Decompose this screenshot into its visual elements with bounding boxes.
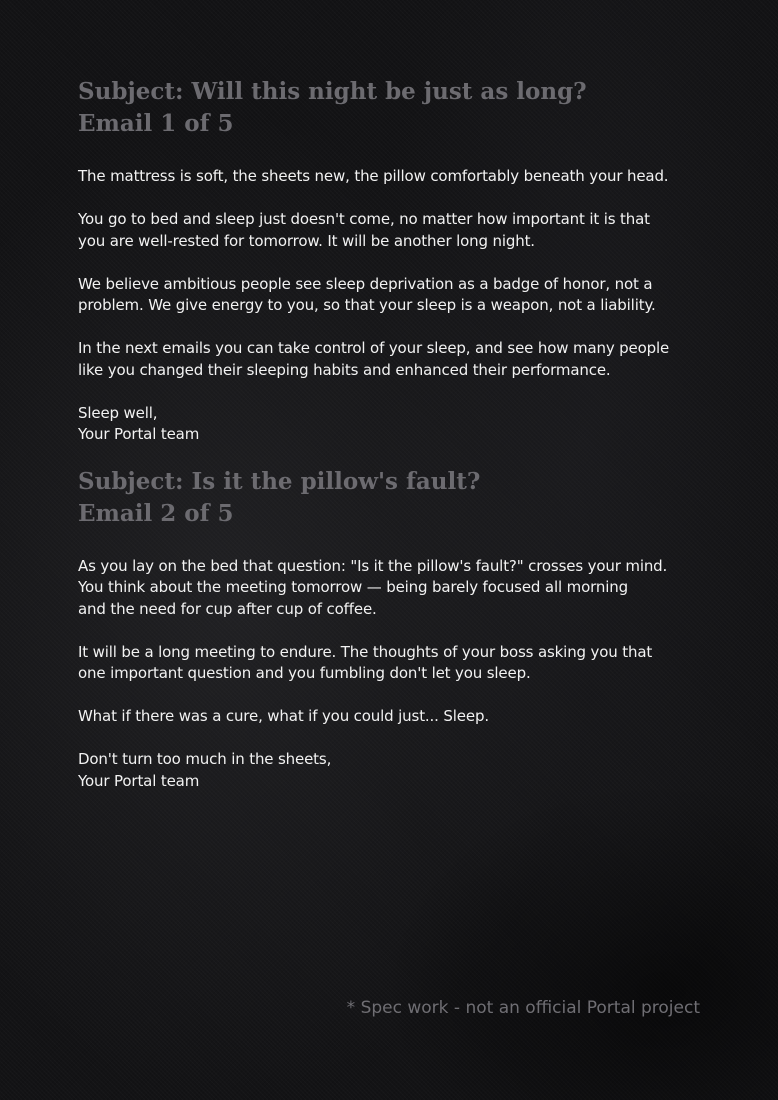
text-line: you are well-rested for tomorrow. It will be another long night. — [78, 231, 535, 250]
paragraph — [78, 338, 718, 381]
paragraph — [78, 706, 718, 728]
email-subject: Subject: Is it the pillow's fault? — [78, 467, 481, 495]
email-subject: Subject: Will this night be just as long? — [78, 78, 587, 105]
sign-off — [78, 403, 718, 446]
email-body — [78, 556, 718, 793]
text-line: and the need for cup after cup of coffee. — [78, 599, 377, 618]
email-1 — [78, 76, 718, 446]
text-line: What if there was a cure, what if you could just... Sleep. — [78, 707, 489, 725]
text-line: like you changed their sleeping habits and enhanced their performance. — [78, 360, 611, 379]
text-line: You think about the meeting tomorrow — being barely focused all morning — [78, 578, 628, 596]
text-line: We believe ambitious people see sleep deprivation as a badge of honor, not a — [78, 274, 653, 293]
text-line: Don't turn too much in the sheets, — [78, 750, 332, 768]
text-line: Sleep well, — [78, 403, 158, 422]
email-header — [78, 466, 718, 530]
email-count: Email 2 of 5 — [78, 499, 234, 527]
email-count: Email 1 of 5 — [78, 110, 234, 137]
sign-off — [78, 749, 718, 792]
text-line: one important question and you fumbling don't let you sleep. — [78, 664, 531, 682]
paragraph — [78, 166, 718, 188]
paragraph — [78, 274, 718, 317]
email-2 — [78, 466, 718, 793]
email-header — [78, 76, 718, 140]
paragraph — [78, 556, 718, 621]
paragraph — [78, 642, 718, 685]
signature: Your Portal team — [78, 771, 200, 790]
paragraph — [78, 209, 718, 252]
signature: Your Portal team — [78, 425, 200, 443]
document-page — [78, 76, 718, 792]
text-line: problem. We give energy to you, so that your sleep is a weapon, not a liability. — [78, 296, 656, 314]
text-line: As you lay on the bed that question: "Is it the pillow's fault?" crosses your mind. — [78, 556, 668, 575]
spec-work-disclaimer: * Spec work - not an official Portal project — [346, 998, 700, 1018]
email-body — [78, 166, 718, 446]
text-line: In the next emails you can take control of your sleep, and see how many people — [78, 339, 670, 357]
text-line: It will be a long meeting to endure. The thoughts of your boss asking you that — [78, 642, 653, 661]
text-line: You go to bed and sleep just doesn't come, no matter how important it is that — [78, 210, 650, 228]
text-line: The mattress is soft, the sheets new, the pillow comfortably beneath your head. — [78, 167, 669, 185]
